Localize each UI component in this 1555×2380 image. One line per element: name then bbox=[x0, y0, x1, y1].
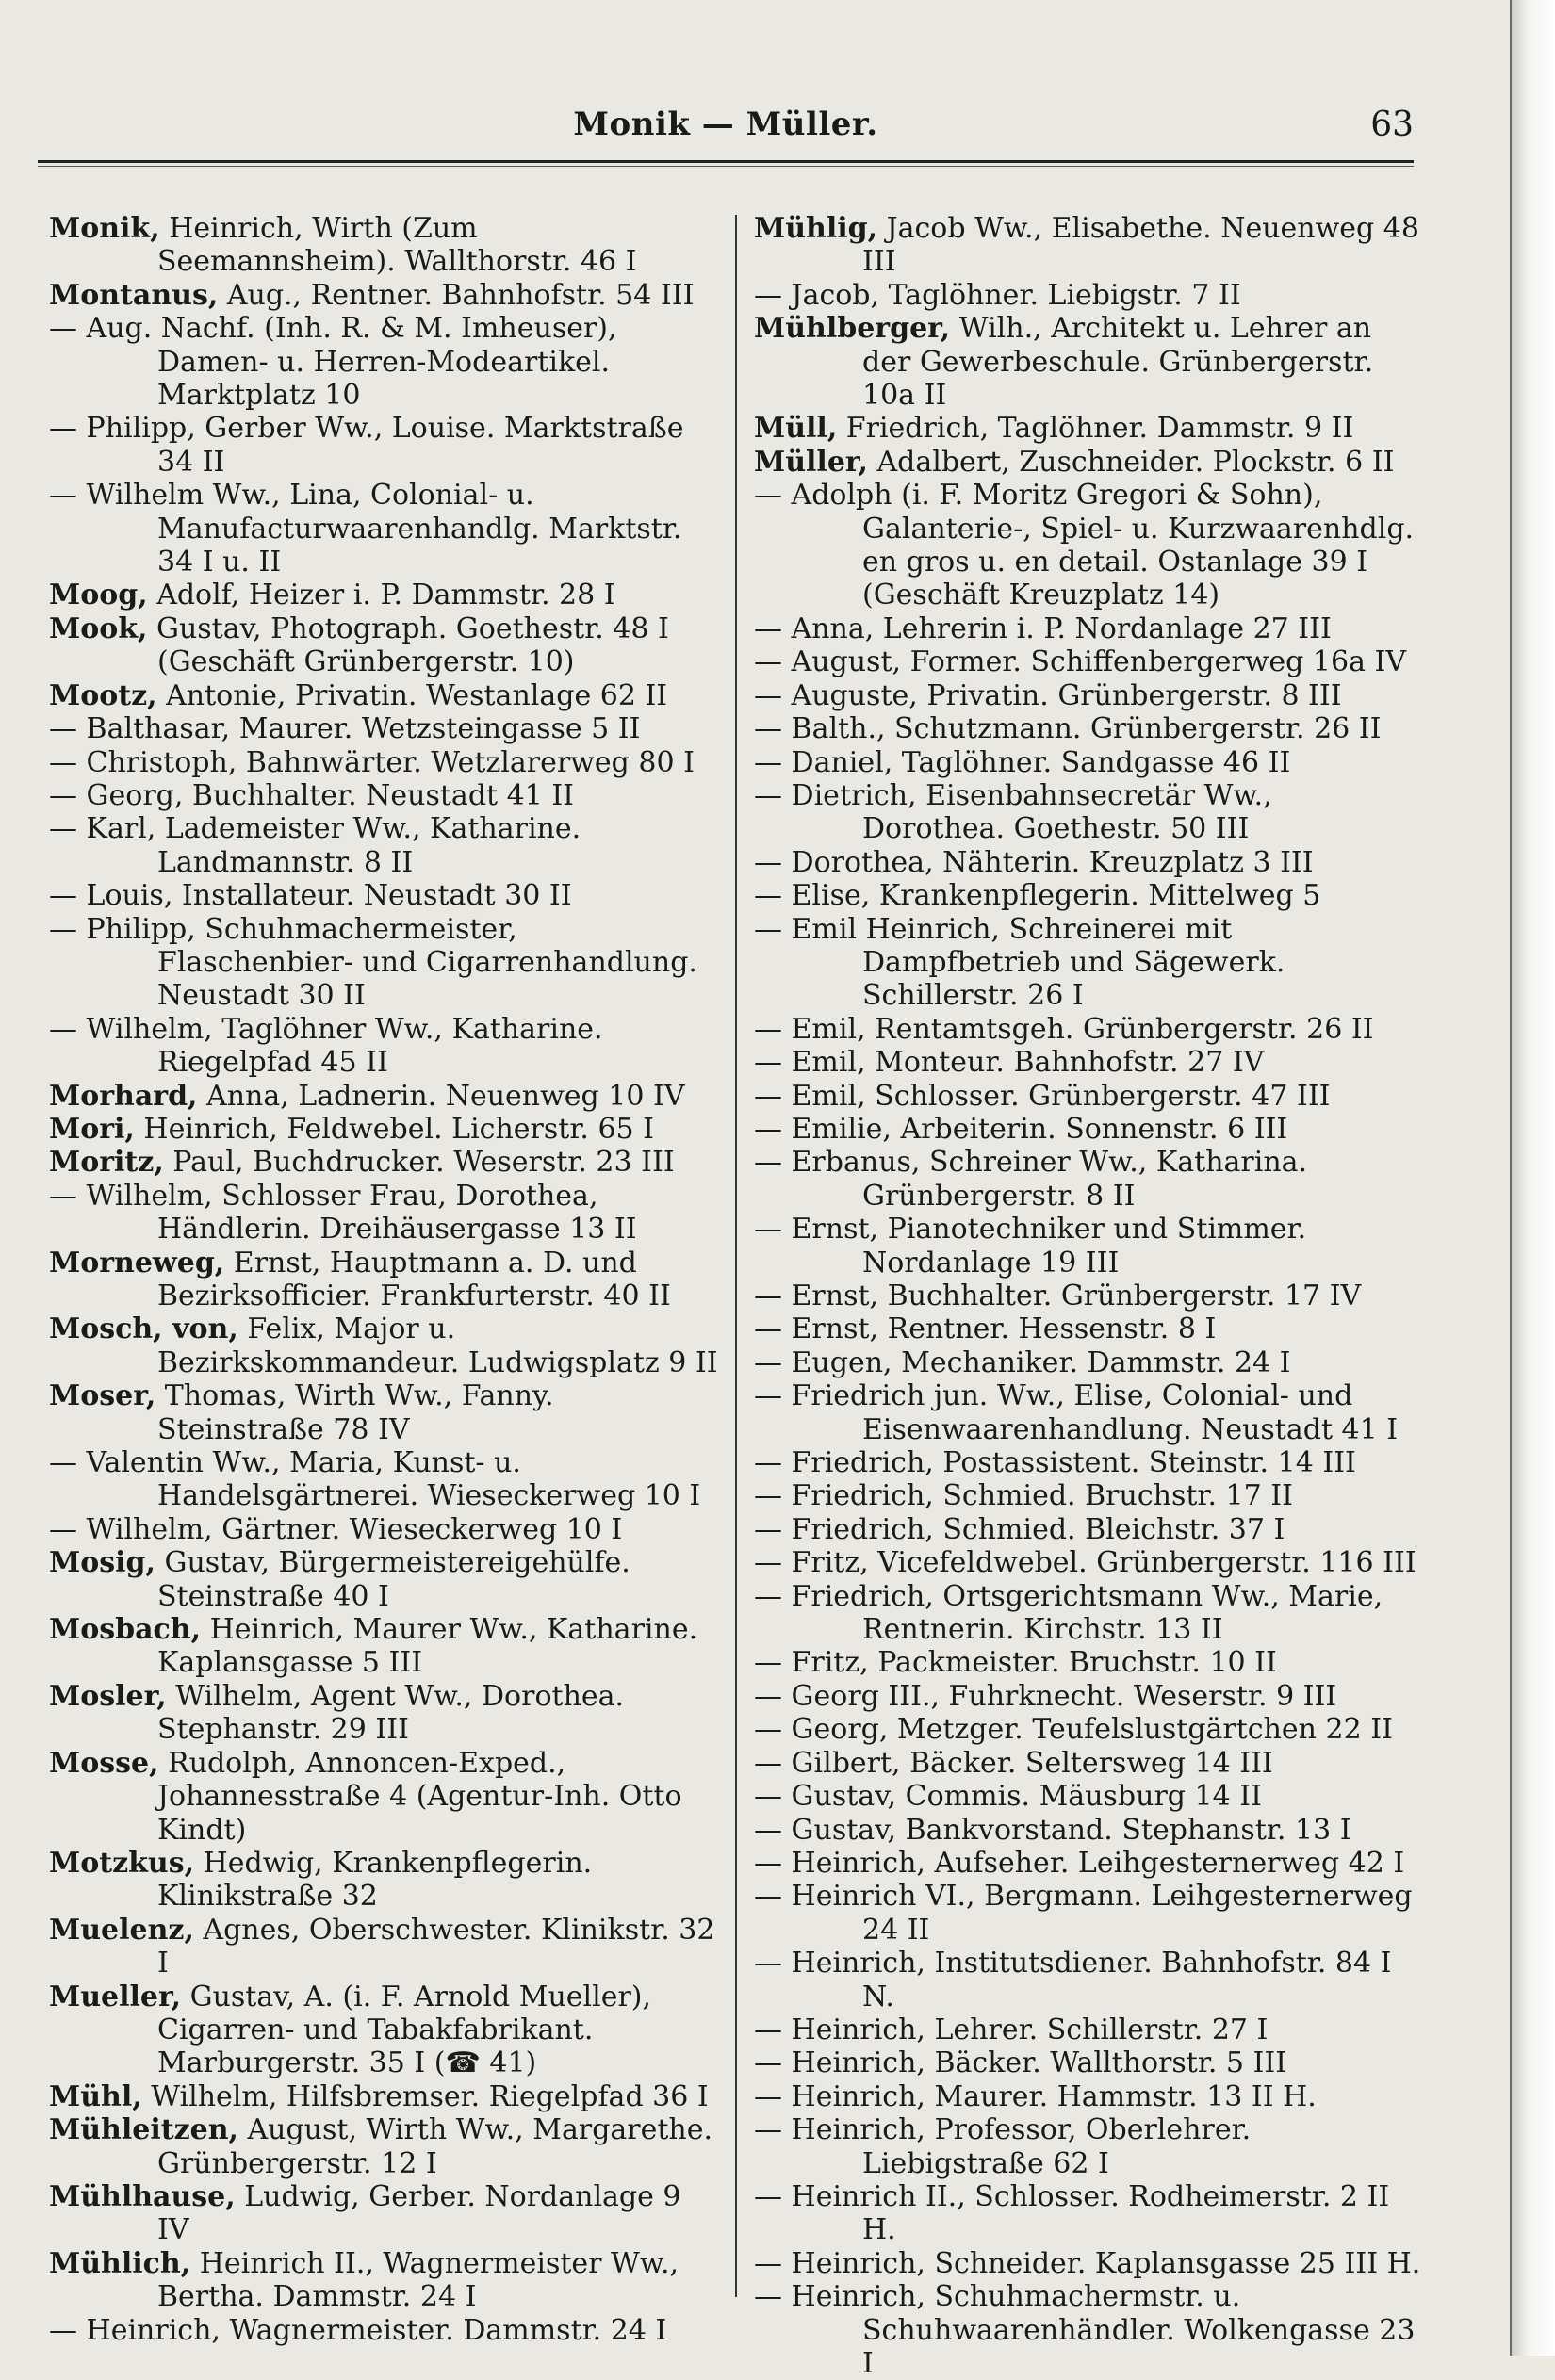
directory-entry bbox=[49, 679, 720, 712]
directory-entry bbox=[49, 479, 720, 579]
directory-entry bbox=[754, 1713, 1423, 1746]
directory-entry bbox=[754, 1747, 1423, 1780]
entry-details: — Wilhelm, Taglöhner Ww., Katharine. Riegelpfad 45 II bbox=[49, 1012, 603, 1080]
entry-surname: Moritz, bbox=[49, 1146, 164, 1180]
directory-entry bbox=[49, 1146, 720, 1179]
entry-surname: Mook, bbox=[49, 611, 148, 645]
entry-surname: Mühlig, bbox=[754, 212, 878, 245]
entry-details: — Heinrich VI., Bergmann. Leihgesternerweg 24 II bbox=[754, 1880, 1413, 1947]
directory-entry bbox=[49, 579, 720, 611]
entry-details: — Emil, Schlosser. Grünbergerstr. 47 III bbox=[754, 1079, 1331, 1113]
entry-details: Agnes, Oberschwester. Klinikstr. 32 I bbox=[157, 1913, 715, 1981]
directory-entry bbox=[754, 279, 1423, 312]
entry-details: — Heinrich, Aufseher. Leihgesternerweg 42 I bbox=[754, 1846, 1405, 1880]
entry-details: — Friedrich, Schmied. Bleichstr. 37 I bbox=[754, 1512, 1285, 1546]
entry-details: — Karl, Lademeister Ww., Katharine. Landmannstr. 8 II bbox=[49, 812, 581, 879]
directory-entry bbox=[754, 1146, 1423, 1213]
entry-details: — Christoph, Bahnwärter. Wetzlarerweg 80 I bbox=[49, 745, 695, 779]
directory-entry bbox=[754, 1947, 1423, 2013]
entry-details: — Elise, Krankenpflegerin. Mittelweg 5 bbox=[754, 879, 1321, 913]
entry-details: — Friedrich jun. Ww., Elise, Colonial- und Eisenwaarenhandlung. Neustadt 41 I bbox=[754, 1379, 1399, 1446]
directory-entry bbox=[754, 479, 1423, 612]
directory-entry bbox=[49, 212, 720, 279]
entry-details: — Dorothea, Nähterin. Kreuzplatz 3 III bbox=[754, 845, 1314, 879]
entry-details: — Wilhelm Ww., Lina, Colonial- u. Manufacturwaarenhandlg. Marktstr. 34 I u. II bbox=[49, 479, 682, 579]
entry-surname: Moser, bbox=[49, 1379, 156, 1413]
entry-details: — Philipp, Schuhmachermeister, Flaschenbier- und Cigarrenhandlung. Neustadt 30 II bbox=[49, 912, 697, 1013]
entry-details: — Heinrich, Schuhmachermstr. u. Schuhwaarenhändler. Wolkengasse 23 I bbox=[754, 2280, 1416, 2380]
entry-details: Ludwig, Gerber. Nordanlage 9 IV bbox=[157, 2179, 681, 2247]
entry-details: — Friedrich, Schmied. Bruchstr. 17 II bbox=[754, 1479, 1293, 1513]
entry-surname: Mühl, bbox=[49, 2079, 142, 2113]
entry-surname: Mori, bbox=[49, 1112, 135, 1146]
entry-details: — Georg, Buchhalter. Neustadt 41 II bbox=[49, 778, 575, 812]
directory-entry bbox=[49, 746, 720, 779]
entry-surname: Muelenz, bbox=[49, 1913, 194, 1947]
directory-entry bbox=[49, 312, 720, 412]
entry-details: — Ernst, Rentner. Hessenstr. 8 I bbox=[754, 1312, 1217, 1346]
directory-entry bbox=[49, 1013, 720, 1080]
entry-surname: Mühlich, bbox=[49, 2246, 191, 2280]
directory-entry bbox=[49, 1180, 720, 1247]
entry-details: Paul, Buchdrucker. Weserstr. 23 III bbox=[163, 1146, 675, 1180]
entry-details: Wilhelm, Agent Ww., Dorothea. Stephanstr. 29 III bbox=[157, 1679, 625, 1747]
entry-details: — Ernst, Buchhalter. Grünbergerstr. 17 IV bbox=[754, 1280, 1362, 1312]
entry-details: — Valentin Ww., Maria, Kunst- u. Handelsgärtnerei. Wieseckerweg 10 I bbox=[49, 1446, 701, 1513]
entry-details: — Heinrich, Maurer. Hammstr. 13 II H. bbox=[754, 2079, 1317, 2113]
directory-entry bbox=[49, 1546, 720, 1613]
directory-entry bbox=[754, 1646, 1423, 1679]
entry-details: — Heinrich, Bäcker. Wallthorstr. 5 III bbox=[754, 2046, 1287, 2080]
entry-details: — Heinrich, Wagnermeister. Dammstr. 24 I bbox=[49, 2313, 667, 2347]
directory-entry bbox=[49, 1747, 720, 1847]
entry-surname: Moog, bbox=[49, 579, 148, 612]
directory-entry bbox=[754, 2113, 1423, 2180]
left-column bbox=[49, 212, 720, 2347]
entry-surname: Mosch, von, bbox=[49, 1312, 238, 1346]
entry-surname: Morneweg, bbox=[49, 1246, 225, 1280]
header-rule bbox=[38, 160, 1414, 163]
entry-details: — Georg III., Fuhrknecht. Weserstr. 9 III bbox=[754, 1679, 1337, 1713]
column-divider bbox=[735, 215, 737, 2297]
directory-entry bbox=[49, 812, 720, 879]
entry-details: — Heinrich, Lehrer. Schillerstr. 27 I bbox=[754, 2013, 1269, 2046]
entry-surname: Monik, bbox=[49, 212, 160, 245]
entry-surname: Morhard, bbox=[49, 1079, 198, 1113]
entry-details: — Fritz, Vicefeldwebel. Grünbergerstr. 116 III bbox=[754, 1546, 1416, 1580]
directory-entry bbox=[754, 846, 1423, 879]
entry-surname: Mühleitzen, bbox=[49, 2113, 238, 2147]
entry-details: — Louis, Installateur. Neustadt 30 II bbox=[49, 879, 572, 913]
directory-entry bbox=[49, 879, 720, 912]
page-header bbox=[38, 106, 1414, 162]
directory-entry bbox=[754, 712, 1423, 745]
entry-surname: Montanus, bbox=[49, 278, 219, 312]
entry-surname: Müller, bbox=[754, 445, 868, 479]
header-rule-thin bbox=[38, 166, 1414, 167]
entry-details: — Gustav, Bankvorstand. Stephanstr. 13 I bbox=[754, 1813, 1351, 1847]
entry-details: — Friedrich, Postassistent. Steinstr. 14 III bbox=[754, 1446, 1356, 1480]
entry-details: Aug., Rentner. Bahnhofstr. 54 III bbox=[218, 278, 695, 312]
directory-entry bbox=[49, 1312, 720, 1379]
directory-entry bbox=[49, 1247, 720, 1313]
directory-entry bbox=[754, 1013, 1423, 1046]
entry-details: Felix, Major u. Bezirkskommandeur. Ludwigsplatz 9 II bbox=[157, 1312, 718, 1379]
directory-entry bbox=[754, 1479, 1423, 1512]
entry-details: — Philipp, Gerber Ww., Louise. Marktstraße 34 II bbox=[49, 412, 684, 479]
entry-details: — Anna, Lehrerin i. P. Nordanlage 27 III bbox=[754, 611, 1332, 645]
directory-entry bbox=[754, 1046, 1423, 1079]
directory-entry bbox=[754, 212, 1423, 279]
directory-entry bbox=[754, 1280, 1423, 1312]
directory-entry bbox=[754, 1113, 1423, 1146]
directory-entry bbox=[754, 1546, 1423, 1579]
directory-entry bbox=[754, 1880, 1423, 1947]
entry-details: — Gustav, Commis. Mäusburg 14 II bbox=[754, 1780, 1262, 1814]
entry-surname: Mueller, bbox=[49, 1980, 182, 2013]
entry-details: Gustav, Bürgermeistereigehülfe. Steinstraße 40 I bbox=[155, 1546, 630, 1613]
directory-entry bbox=[754, 1312, 1423, 1345]
entry-details: — Fritz, Packmeister. Bruchstr. 10 II bbox=[754, 1646, 1277, 1680]
directory-entry bbox=[754, 645, 1423, 678]
directory-entry bbox=[754, 1346, 1423, 1379]
entry-details: Wilhelm, Hilfsbremser. Riegelpfad 36 I bbox=[141, 2079, 709, 2113]
running-head: Monik — Müller. bbox=[573, 106, 878, 143]
entry-details: — Balth., Schutzmann. Grünbergerstr. 26 II bbox=[754, 712, 1382, 746]
entry-details: — Gilbert, Bäcker. Seltersweg 14 III bbox=[754, 1746, 1273, 1780]
entry-details: Heinrich II., Wagnermeister Ww., Bertha. Dammstr. 24 I bbox=[157, 2246, 679, 2314]
directory-entry bbox=[754, 1580, 1423, 1647]
directory-entry bbox=[754, 779, 1423, 846]
entry-details: — Heinrich, Professor, Oberlehrer. Liebigstraße 62 I bbox=[754, 2113, 1252, 2180]
directory-entry bbox=[49, 412, 720, 479]
entry-details: Antonie, Privatin. Westanlage 62 II bbox=[156, 678, 668, 712]
directory-entry bbox=[754, 2080, 1423, 2113]
entry-details: — Aug. Nachf. (Inh. R. & M. Imheuser), Damen- u. Herren-Modeartikel. Marktplatz 10 bbox=[49, 312, 617, 413]
entry-details: Heinrich, Maurer Ww., Katharine. Kaplansgasse 5 III bbox=[157, 1613, 698, 1680]
entry-details: Gustav, Photograph. Goethestr. 48 I (Geschäft Grünbergerstr. 10) bbox=[147, 611, 669, 679]
entry-surname: Mühlberger, bbox=[754, 312, 951, 346]
entry-details: — Wilhelm, Gärtner. Wieseckerweg 10 I bbox=[49, 1512, 623, 1546]
directory-entry bbox=[49, 1513, 720, 1546]
directory-entry bbox=[49, 1113, 720, 1146]
directory-entry bbox=[754, 746, 1423, 779]
entry-details: Jacob Ww., Elisabethe. Neuenweg 48 III bbox=[862, 212, 1419, 279]
directory-entry bbox=[49, 1914, 720, 1981]
directory-entry bbox=[754, 1213, 1423, 1280]
directory-entry bbox=[49, 1080, 720, 1113]
entry-details: — Friedrich, Ortsgerichtsmann Ww., Marie, Rentnerin. Kirchstr. 13 II bbox=[754, 1579, 1383, 1647]
entry-details: Adolf, Heizer i. P. Dammstr. 28 I bbox=[147, 579, 615, 612]
directory-entry bbox=[754, 913, 1423, 1013]
entry-surname: Mosig, bbox=[49, 1546, 156, 1580]
entry-details: Gustav, A. (i. F. Arnold Mueller), Cigarren- und Tabakfabrikant. Marburgerstr. 35 I (☎ 41) bbox=[157, 1980, 652, 2080]
right-column bbox=[754, 212, 1423, 2380]
entry-details: Anna, Ladnerin. Neuenweg 10 IV bbox=[197, 1079, 685, 1113]
entry-details: — Ernst, Pianotechniker und Stimmer. Nordanlage 19 III bbox=[754, 1213, 1307, 1280]
entry-details: — Heinrich, Institutsdiener. Bahnhofstr. 84 I N. bbox=[754, 1947, 1392, 2013]
entry-surname: Mosse, bbox=[49, 1746, 159, 1780]
directory-entry bbox=[754, 1379, 1423, 1446]
entry-details: — Auguste, Privatin. Grünbergerstr. 8 III bbox=[754, 678, 1342, 712]
entry-details: August, Wirth Ww., Margarethe. Grünbergerstr. 12 I bbox=[157, 2113, 713, 2180]
entry-surname: Mootz, bbox=[49, 678, 157, 712]
directory-entry bbox=[754, 446, 1423, 479]
page-number: 63 bbox=[1370, 106, 1414, 144]
directory-entry bbox=[754, 679, 1423, 712]
directory-entry bbox=[754, 1446, 1423, 1479]
entry-details: — August, Former. Schiffenbergerweg 16a IV bbox=[754, 645, 1407, 679]
entry-details: Wilh., Architekt u. Lehrer an der Gewerbeschule. Grünbergerstr. 10a II bbox=[862, 312, 1374, 413]
entry-details: Ernst, Hauptmann a. D. und Bezirksofficier. Frankfurterstr. 40 II bbox=[157, 1246, 671, 1312]
page-edge bbox=[1510, 0, 1555, 2356]
directory-entry bbox=[49, 2113, 720, 2180]
entry-details: Hedwig, Krankenpflegerin. Klinikstraße 32 bbox=[157, 1846, 593, 1914]
directory-entry bbox=[754, 2247, 1423, 2280]
entry-details: Heinrich, Wirth (Zum Seemannsheim). Wallthorstr. 46 I bbox=[157, 212, 637, 279]
directory-entry bbox=[49, 1680, 720, 1747]
entry-details: — Heinrich, Schneider. Kaplansgasse 25 III H. bbox=[754, 2246, 1421, 2280]
directory-entry bbox=[49, 1847, 720, 1914]
entry-surname: Müll, bbox=[754, 412, 838, 446]
entry-details: — Dietrich, Eisenbahnsecretär Ww., Dorothea. Goethestr. 50 III bbox=[754, 778, 1272, 846]
entry-details: Friedrich, Taglöhner. Dammstr. 9 II bbox=[837, 412, 1354, 446]
entry-details: — Daniel, Taglöhner. Sandgasse 46 II bbox=[754, 745, 1291, 779]
directory-entry bbox=[49, 2080, 720, 2113]
directory-entry bbox=[754, 412, 1423, 445]
directory-entry bbox=[754, 1847, 1423, 1880]
entry-details: Thomas, Wirth Ww., Fanny. Steinstraße 78 IV bbox=[156, 1379, 554, 1446]
directory-entry bbox=[49, 1613, 720, 1680]
entry-details: — Georg, Metzger. Teufelslustgärtchen 22 II bbox=[754, 1713, 1393, 1747]
directory-entry bbox=[49, 1446, 720, 1513]
entry-surname: Mosbach, bbox=[49, 1613, 202, 1647]
directory-entry bbox=[49, 913, 720, 1013]
directory-entry bbox=[754, 1680, 1423, 1713]
directory-entry bbox=[754, 612, 1423, 645]
directory-entry bbox=[754, 2046, 1423, 2079]
entry-details: — Emil Heinrich, Schreinerei mit Dampfbetrieb und Sägewerk. Schillerstr. 26 I bbox=[754, 912, 1285, 1013]
directory-entry bbox=[754, 1080, 1423, 1113]
entry-details: — Erbanus, Schreiner Ww., Katharina. Grünbergerstr. 8 II bbox=[754, 1146, 1308, 1213]
directory-entry bbox=[754, 2013, 1423, 2046]
entry-surname: Mosler, bbox=[49, 1679, 167, 1713]
entry-details: Adalbert, Zuschneider. Plockstr. 6 II bbox=[867, 445, 1395, 479]
directory-entry bbox=[754, 2280, 1423, 2380]
directory-entry bbox=[754, 1814, 1423, 1847]
directory-entry bbox=[49, 612, 720, 679]
entry-details: — Emil, Rentamtsgeh. Grünbergerstr. 26 II bbox=[754, 1012, 1374, 1046]
directory-entry bbox=[754, 1780, 1423, 1813]
entry-surname: Motzkus, bbox=[49, 1846, 195, 1880]
directory-entry bbox=[49, 1981, 720, 2080]
entry-details: — Emilie, Arbeiterin. Sonnenstr. 6 III bbox=[754, 1112, 1288, 1146]
entry-details: Rudolph, Annoncen-Exped., Johannesstraße 4 (Agentur-Inh. Otto Kindt) bbox=[157, 1746, 682, 1847]
directory-entry bbox=[49, 779, 720, 812]
directory-entry bbox=[49, 2314, 720, 2347]
directory-entry bbox=[49, 1379, 720, 1446]
directory-entry bbox=[754, 879, 1423, 912]
directory-entry bbox=[49, 2180, 720, 2247]
directory-entry bbox=[754, 2180, 1423, 2247]
entry-details: — Eugen, Mechaniker. Dammstr. 24 I bbox=[754, 1345, 1291, 1379]
directory-entry bbox=[49, 712, 720, 745]
entry-surname: Mühlhause, bbox=[49, 2179, 236, 2213]
directory-entry bbox=[754, 312, 1423, 412]
entry-details: — Adolph (i. F. Moritz Gregori & Sohn), Galanterie-, Spiel- u. Kurzwaarenhdlg. en gros u. en detail. Ostanlage 39 I (Geschäft Kreuzplatz 14) bbox=[754, 479, 1415, 612]
directory-entry bbox=[49, 2247, 720, 2314]
directory-entry bbox=[754, 1513, 1423, 1546]
entry-details: — Heinrich II., Schlosser. Rodheimerstr. 2 II H. bbox=[754, 2179, 1390, 2247]
entry-details: — Balthasar, Maurer. Wetzsteingasse 5 II bbox=[49, 712, 641, 746]
directory-entry bbox=[49, 279, 720, 312]
entry-details: Heinrich, Feldwebel. Licherstr. 65 I bbox=[134, 1112, 655, 1146]
entry-details: — Wilhelm, Schlosser Frau, Dorothea, Händlerin. Dreihäusergasse 13 II bbox=[49, 1179, 637, 1247]
entry-details: — Emil, Monteur. Bahnhofstr. 27 IV bbox=[754, 1046, 1265, 1080]
entry-details: — Jacob, Taglöhner. Liebigstr. 7 II bbox=[754, 278, 1241, 312]
